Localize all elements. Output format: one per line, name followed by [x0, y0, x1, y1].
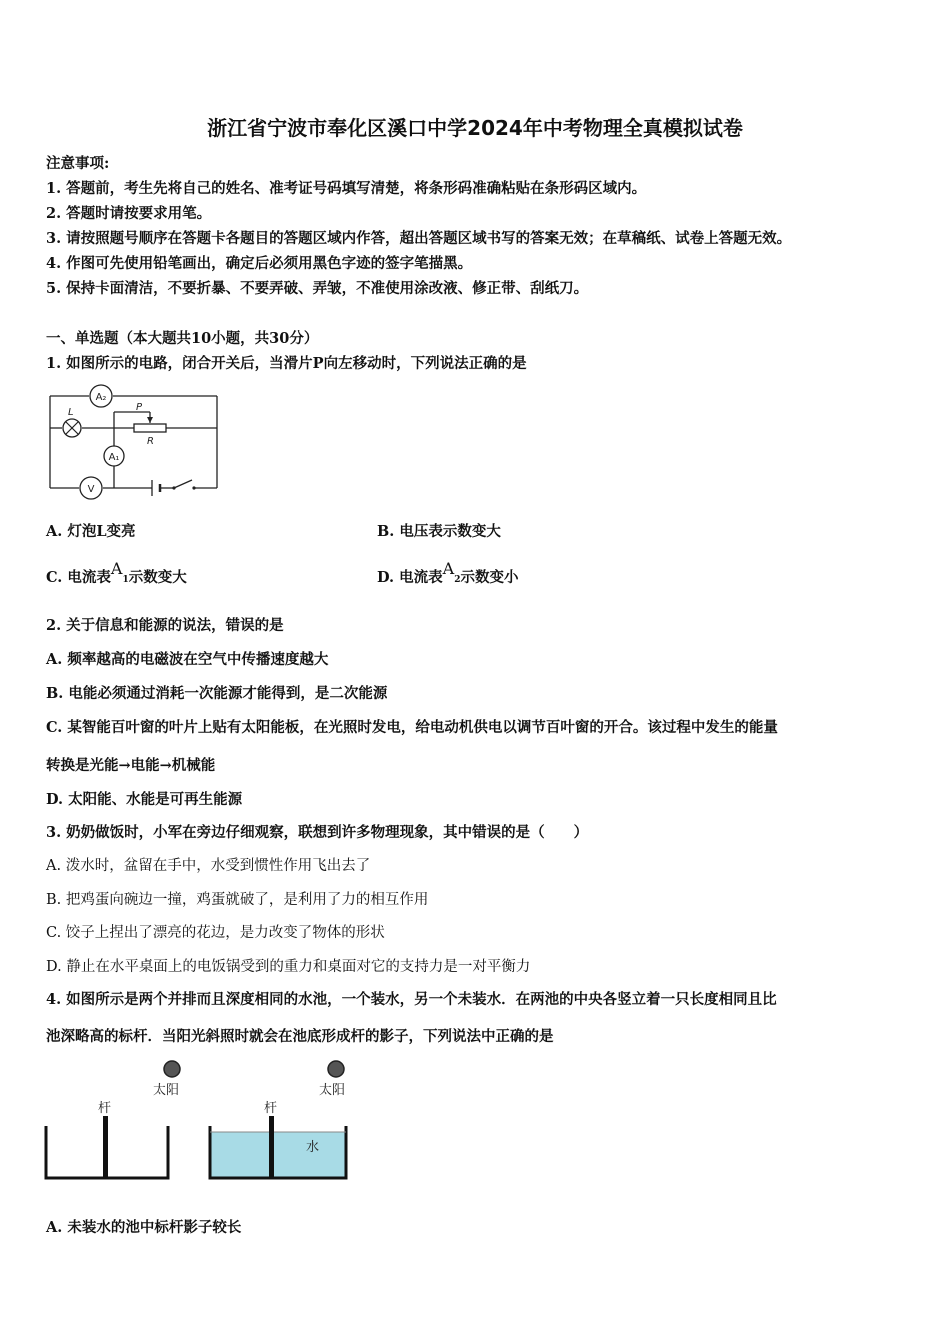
- question-4-stem-line2: 池深略高的标杆．当阳光斜照时就会在池底形成杆的影子，下列说法中正确的是: [46, 1028, 554, 1045]
- sun-right-label: 太阳: [319, 1083, 346, 1098]
- notice-heading: 注意事项:: [46, 155, 110, 172]
- q2-option-d: D. 太阳能、水能是可再生能源: [46, 791, 243, 808]
- left-pole: [103, 1116, 108, 1178]
- q3-option-b: B. 把鸡蛋向碗边一撞，鸡蛋就破了，是利用了力的相互作用: [46, 892, 429, 908]
- sun-left-label: 太阳: [153, 1083, 180, 1098]
- q2-option-b: B. 电能必须通过消耗一次能源才能得到，是二次能源: [46, 685, 388, 702]
- notice-item: 5. 保持卡面清洁，不要折暴、不要弄破、弄皱，不准使用涂改液、修正带、刮纸刀。: [46, 280, 589, 297]
- sun-left-icon: [164, 1061, 180, 1077]
- right-pole-label: 杆: [264, 1101, 278, 1116]
- notice-item: 4. 作图可先使用铅笔画出，确定后必须用黑色字迹的签字笔描黑。: [46, 255, 473, 272]
- q1-option-c-sub: 1: [122, 575, 129, 585]
- notice-item: 3. 请按照题号顺序在答题卡各题目的答题区域内作答，超出答题区域书写的答案无效；在草稿纸、试卷上答题无效。: [46, 230, 792, 247]
- right-pole: [269, 1116, 274, 1178]
- q2-option-a: A. 频率越高的电磁波在空气中传播速度越大: [46, 651, 329, 668]
- circuit-diagram: [44, 384, 224, 500]
- water-fill: [210, 1132, 346, 1178]
- water-label: 水: [306, 1140, 320, 1155]
- sun-right-icon: [328, 1061, 344, 1077]
- pools-diagram: [40, 1056, 360, 1186]
- q2-option-c-line2: 转换是光能→电能→机械能: [46, 757, 216, 774]
- q1-option-a: A. 灯泡L变亮: [46, 523, 136, 540]
- question-4-stem-line1: 4. 如图所示是两个并排而且深度相同的水池，一个装水，另一个未装水．在两池的中央各竖立着一只长度相同且比: [46, 991, 777, 1008]
- question-3-stem: 3. 奶奶做饭时，小军在旁边仔细观察，联想到许多物理现象，其中错误的是（ ）: [46, 824, 589, 841]
- q1-option-d-text: D. 电流表: [377, 569, 443, 586]
- section-heading: 一、单选题（本大题共10小题，共30分）: [46, 330, 319, 347]
- question-1-stem: 1. 如图所示的电路，闭合开关后，当滑片P向左移动时，下列说法正确的是: [46, 355, 527, 372]
- voltmeter-label: V: [87, 484, 95, 495]
- q1-option-c-meter: A: [110, 559, 123, 578]
- q2-option-c-line1: C. 某智能百叶窗的叶片上贴有太阳能板，在光照时发电，给电动机供电以调节百叶窗的开合。该过程中发生的能量: [46, 719, 778, 736]
- page-title: 浙江省宁波市奉化区溪口中学2024年中考物理全真模拟试卷: [207, 116, 743, 140]
- q1-option-c: [46, 559, 187, 587]
- q3-option-a: A. 泼水时，盆留在手中，水受到惯性作用飞出去了: [46, 858, 371, 874]
- q4-option-a: A. 未装水的池中标杆影子较长: [46, 1219, 242, 1236]
- slider-label: P: [136, 402, 143, 413]
- ammeter-a2-label: A₂: [95, 392, 107, 403]
- notice-item: 2. 答题时请按要求用笔。: [46, 205, 212, 222]
- q1-option-d: [377, 559, 519, 587]
- slider-arrow: [147, 417, 153, 423]
- q1-option-d-meter: A: [442, 559, 455, 578]
- left-pole-label: 杆: [98, 1101, 112, 1116]
- q1-option-c-text-post: 示数变大: [128, 569, 187, 586]
- question-2-stem: 2. 关于信息和能源的说法，错误的是: [46, 617, 284, 634]
- q3-option-d: D. 静止在水平桌面上的电饭锅受到的重力和桌面对它的支持力是一对平衡力: [46, 959, 531, 975]
- notice-item: 1. 答题前，考生先将自己的姓名、准考证号码填写清楚，将条形码准确粘贴在条形码区域内。: [46, 180, 647, 197]
- q1-option-c-text: C. 电流表: [46, 569, 111, 586]
- q1-option-d-sub: 2: [454, 575, 461, 585]
- lamp-label: L: [68, 407, 74, 418]
- q1-option-d-text-post: 示数变小: [460, 569, 519, 586]
- q1-option-b: B. 电压表示数变大: [377, 523, 501, 540]
- q3-option-c: C. 饺子上捏出了漂亮的花边，是力改变了物体的形状: [46, 925, 385, 941]
- switch-symbol: [172, 486, 175, 489]
- ammeter-a1-label: A₁: [108, 452, 120, 463]
- rheostat-label: R: [147, 436, 154, 447]
